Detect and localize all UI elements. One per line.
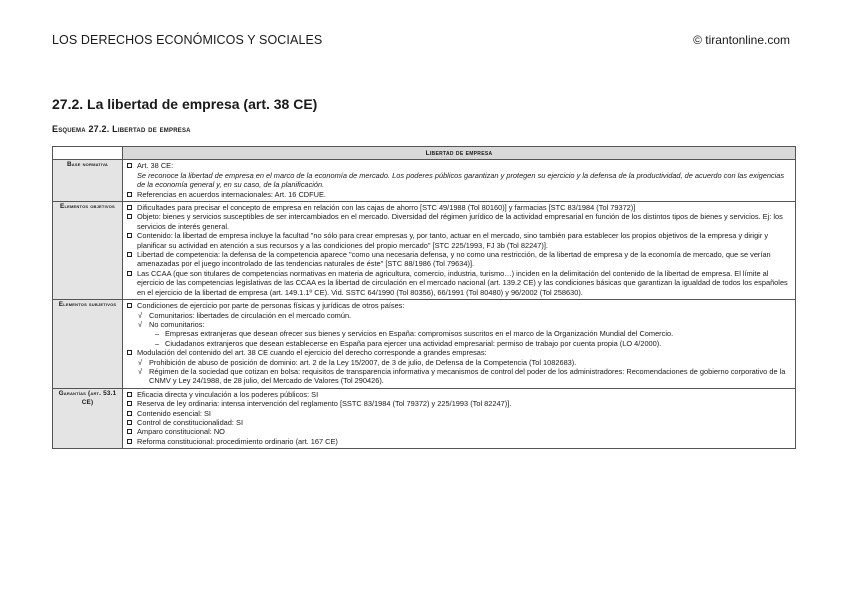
dash-sub-item: – Ciudadanos extranjeros que desean establecerse en España para ejercer una actividad empresarial: permiso de trabajo por cuenta propia (LO 4/2000).	[127, 339, 792, 348]
row-content-elementos-objetivos	[123, 202, 796, 300]
table-header-row	[53, 147, 796, 160]
list-item: Libertad de competencia: la defensa de la competencia aparece "como una necesaria defensa, y no como una restricción, de la libertad de empresa y de la economía de mercado, que se verían amenazadas por el juego incontrolado de las tendencias naturales de éste" [STC 88/1986 (Tol 79634)].	[127, 250, 792, 269]
scheme-title: Esquema 27.2. Libertad de empresa	[52, 124, 191, 134]
list-item: Reserva de ley ordinaria: intensa intervención del reglamento [SSTC 83/1984 (Tol 79372) y 225/1993 (Tol 82247)].	[127, 399, 792, 408]
table-row	[53, 202, 796, 300]
list-item: Contenido esencial: SI	[127, 409, 792, 418]
dash-sub-item: – Empresas extranjeras que desean ofrecer sus bienes y servicios en España: compromisos suscritos en el marco de la Organización Mundial del Comercio.	[127, 329, 792, 338]
table-header: Libertad de empresa	[123, 147, 796, 160]
list-item: Contenido: la libertad de empresa incluye la facultad "no sólo para crear empresas y, por tanto, actuar en el mercado, sino también para establecer los propios objetivos de la empresa y dirigir y planificar su actividad en atención a sus recursos y a las condiciones del propio mercado" [STC 225/1993, FJ 3b (Tol 82247)].	[127, 231, 792, 250]
list-item: Objeto: bienes y servicios susceptibles de ser intercambiados en el mercado. Diversidad del régimen jurídico de la actividad empresarial en función de los distintos tipos de bienes y servicios. Ej: los servicios de interés general.	[127, 212, 792, 231]
header-copyright: © tirantonline.com	[693, 33, 790, 47]
article-quote: Se reconoce la libertad de empresa en el marco de la economía de mercado. Los poderes públicos garantizan y protegen su ejercicio y la defensa de la productividad, de acuerdo con las exigencias de la economía general y, en su caso, de la planificación.	[137, 170, 785, 190]
check-sub-item: √ No comunitarios:	[127, 320, 792, 329]
check-sub-item: √ Prohibición de abuso de posición de dominio: art. 2 de la Ley 15/2007, de 3 de julio, de Defensa de la Competencia (Tol 1082683).	[127, 358, 792, 367]
list-item: Referencias en acuerdos internacionales: Art. 16 CDFUE.	[127, 190, 792, 199]
row-category-elementos-objetivos: Elementos objetivos	[53, 202, 123, 300]
list-item: Art. 38 CE:	[127, 161, 792, 170]
page-header	[52, 33, 790, 49]
section-title: 27.2. La libertad de empresa (art. 38 CE)	[52, 96, 318, 112]
list-item: Condiciones de ejercicio por parte de personas físicas y jurídicas de otros países:	[127, 301, 792, 310]
scheme-table	[52, 146, 796, 449]
list-item: Eficacia directa y vinculación a los poderes públicos: SI	[127, 390, 792, 399]
list-item: Control de constitucionalidad: SI	[127, 418, 792, 427]
table-corner	[53, 147, 123, 160]
row-content-elementos-subjetivos	[123, 300, 796, 389]
header-chapter-title: LOS DERECHOS ECONÓMICOS Y SOCIALES	[52, 33, 323, 47]
row-content-base-normativa	[123, 160, 796, 202]
list-item: Reforma constitucional: procedimiento ordinario (art. 167 CE)	[127, 437, 792, 446]
list-item: Dificultades para precisar el concepto de empresa en relación con las cajas de ahorro [STC 49/1988 (Tol 80160)] y farmacias [STC 83/1984 (Tol 79372)]	[127, 203, 792, 212]
check-sub-item: √ Régimen de la sociedad que cotizan en bolsa: requisitos de transparencia informativa y mecanismos de control del poder de los administradores: Recomendaciones de gobierno corporativo de la CNMV y Ley 24/1988, de 28 julio, del Mercado de Valores (Tol 290426).	[127, 367, 792, 386]
row-category-elementos-subjetivos: Elementos subjetivos	[53, 300, 123, 389]
list-item: Modulación del contenido del art. 38 CE cuando el ejercicio del derecho corresponde a grandes empresas:	[127, 348, 792, 357]
check-sub-item: √ Comunitarios: libertades de circulación en el mercado común.	[127, 311, 792, 320]
row-category-garantias: Garantías (art. 53.1 CE)	[53, 388, 123, 448]
table-row	[53, 300, 796, 389]
table-row	[53, 160, 796, 202]
table-row	[53, 388, 796, 448]
row-content-garantias	[123, 388, 796, 448]
list-item: Las CCAA (que son titulares de competencias normativas en materia de agricultura, comercio, industria, turismo…) inciden en la delimitación del contenido de la libertad de empresa. El límite al ejercicio de las competencias legislativas de las CCAA es la libertad de circulación en el mercado nacional (art. 139.2 CE) y las condiciones básicas que garantizan la igualdad de todos los españoles en el ejercicio de la libertad de empresa (art. 149.1.1º CE). Vid. SSTC 64/1990 (Tol 80356), 66/1991 (Tol 80480) y 96/2002 (Tol 258630).	[127, 269, 792, 297]
row-category-base-normativa: Base normativa	[53, 160, 123, 202]
list-item: Amparo constitucional: NO	[127, 427, 792, 436]
